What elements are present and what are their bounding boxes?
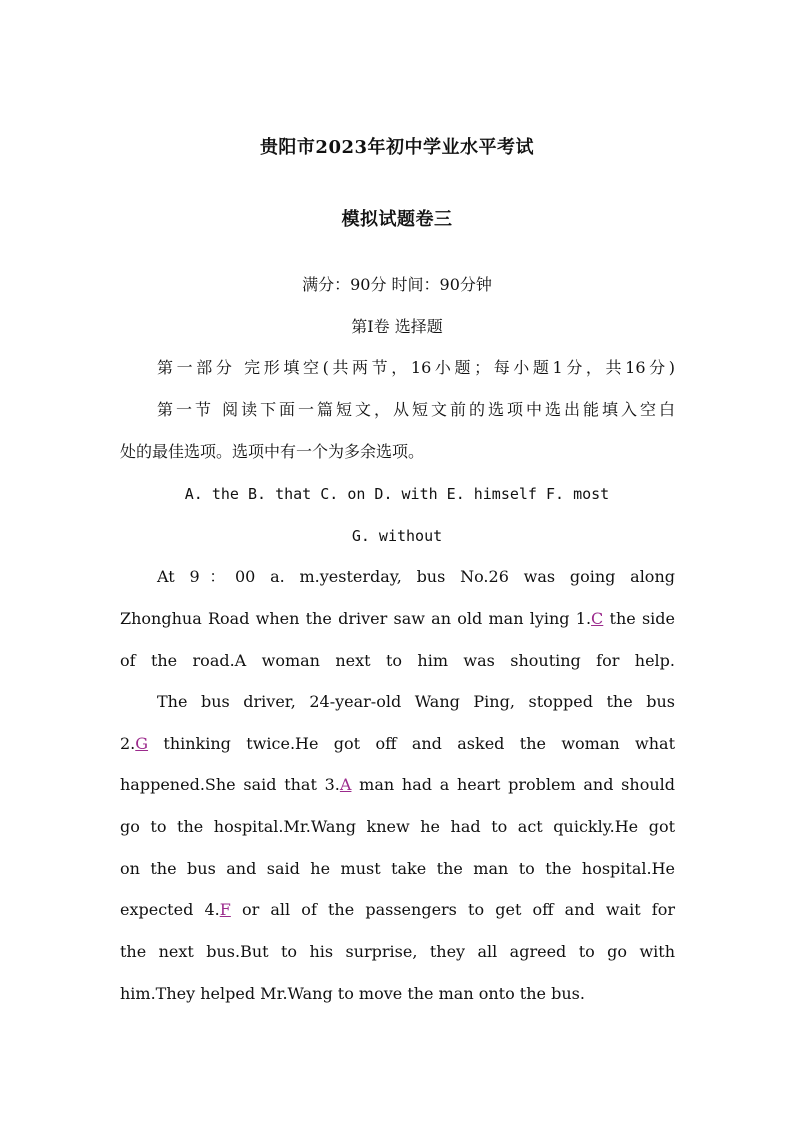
section-one-instructions-line2: 处的最佳选项。选项中有一个为多余选项。 xyxy=(120,442,425,461)
passage-text: expected 4. xyxy=(120,900,220,919)
part-one-heading: 第一部分 完形填空(共两节，16小题；每小题1分，共16分) xyxy=(157,358,675,377)
passage-line xyxy=(120,609,675,629)
passage-line: on the bus and said he must take the man to the hospital.He xyxy=(120,859,675,878)
passage-text: happened.She said that 3. xyxy=(120,775,340,794)
passage-text: the side xyxy=(603,609,675,628)
exam-title: 贵阳市2023年初中学业水平考试 xyxy=(259,137,535,158)
passage-line: At 9：00 a. m.yesterday, bus No.26 was going along xyxy=(157,567,675,586)
passage-text: 2. xyxy=(120,734,136,753)
section-one-instructions-line1: 第一节 阅读下面一篇短文，从短文前的选项中选出能填入空白 xyxy=(157,400,675,419)
passage-line xyxy=(120,900,675,920)
passage-line: of the road.A woman next to him was shouting for help. xyxy=(120,651,675,670)
passage-text: thinking twice.He got off and asked the woman what xyxy=(148,734,675,753)
exam-subtitle: 模拟试题卷三 xyxy=(341,209,453,230)
passage-line xyxy=(120,775,675,795)
options-line-2: G. without xyxy=(351,527,443,545)
passage-text: man had a heart problem and should xyxy=(351,775,675,794)
exam-info: 满分：90分 时间：90分钟 xyxy=(302,275,492,294)
options-line-1: A. the B. that C. on D. with E. himself F. most xyxy=(184,485,610,503)
answer-4: F xyxy=(219,900,231,919)
volume-heading: 第Ⅰ卷 选择题 xyxy=(351,317,443,336)
passage-text: Zhonghua Road when the driver saw an old man lying 1. xyxy=(120,609,592,628)
passage-text: or all of the passengers to get off and wait for xyxy=(230,900,676,919)
passage-line xyxy=(120,734,675,754)
answer-1: C xyxy=(591,609,604,628)
passage-line: him.They helped Mr.Wang to move the man onto the bus. xyxy=(120,984,585,1003)
passage-line: go to the hospital.Mr.Wang knew he had to act quickly.He got xyxy=(120,817,675,836)
passage-line: The bus driver, 24-year-old Wang Ping, stopped the bus xyxy=(157,692,675,711)
answer-3: A xyxy=(339,775,352,794)
answer-2: G xyxy=(135,734,149,753)
passage-line: the next bus.But to his surprise, they all agreed to go with xyxy=(120,942,675,961)
